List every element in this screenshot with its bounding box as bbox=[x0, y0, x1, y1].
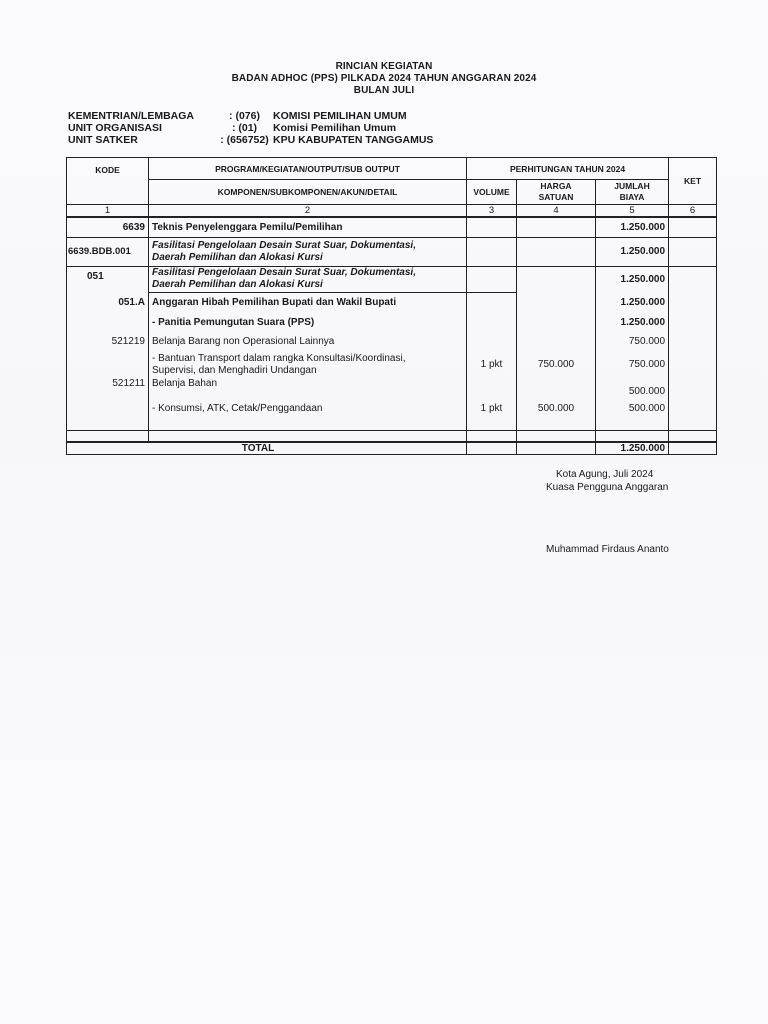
row-kode: 6639 bbox=[67, 217, 149, 237]
table-header-row bbox=[67, 158, 717, 180]
header-program: PROGRAM/KEGIATAN/OUTPUT/SUB OUTPUT bbox=[149, 158, 467, 180]
table-row bbox=[67, 217, 717, 237]
colnum-5: 5 bbox=[596, 205, 669, 218]
table-subheader-row bbox=[67, 180, 717, 205]
row-kode: 521211 bbox=[67, 378, 149, 397]
table-row-empty bbox=[67, 419, 717, 430]
header-kode: KODE bbox=[67, 158, 149, 205]
table-row bbox=[67, 397, 717, 419]
row-volume: 1 pkt bbox=[467, 351, 517, 378]
colnum-1: 1 bbox=[67, 205, 149, 218]
row-desc: Belanja Bahan bbox=[149, 378, 467, 397]
table-row bbox=[67, 266, 717, 292]
doc-title: RINCIAN KEGIATAN bbox=[335, 61, 433, 72]
row-kode: 051 bbox=[67, 266, 149, 292]
table-row bbox=[67, 292, 717, 312]
row-jumlah: 1.250.000 bbox=[596, 312, 669, 332]
header-komponen: KOMPONEN/SUBKOMPONEN/AKUN/DETAIL bbox=[149, 180, 467, 205]
row-kode: 521219 bbox=[67, 332, 149, 351]
header-perhitungan: PERHITUNGAN TAHUN 2024 bbox=[467, 158, 669, 180]
row-desc: Anggaran Hibah Pemilihan Bupati dan Wakil Bupati bbox=[149, 292, 467, 312]
doc-period: BULAN JULI bbox=[353, 85, 415, 96]
row-jumlah: 1.250.000 bbox=[596, 217, 669, 237]
signature-name: Muhammad Firdaus Ananto bbox=[546, 544, 669, 555]
colnum-3: 3 bbox=[467, 205, 517, 218]
row-jumlah: 500.000 bbox=[596, 378, 669, 397]
header-harga-satuan: HARGA SATUAN bbox=[517, 180, 596, 205]
total-label: TOTAL bbox=[67, 442, 467, 455]
meta-unit-satker: UNIT SATKER : (656752) KPU KABUPATEN TANGGAMUS bbox=[68, 134, 434, 146]
row-kode: 6639.BDB.001 bbox=[67, 237, 149, 266]
row-kode: 051.A bbox=[67, 292, 149, 312]
row-harga: 500.000 bbox=[517, 397, 596, 419]
doc-subtitle: BADAN ADHOC (PPS) PILKADA 2024 TAHUN ANGGARAN 2024 bbox=[231, 73, 537, 84]
signature-role: Kuasa Pengguna Anggaran bbox=[546, 482, 669, 493]
total-row bbox=[67, 442, 717, 455]
table-row-empty bbox=[67, 430, 717, 442]
header-jumlah-biaya: JUMLAH BIAYA bbox=[596, 180, 669, 205]
meta-kementrian: KEMENTRIAN/LEMBAGA : (076) KOMISI PEMILIHAN UMUM bbox=[68, 110, 407, 122]
row-jumlah: 1.250.000 bbox=[596, 237, 669, 266]
table-row bbox=[67, 378, 717, 397]
row-desc: Fasilitasi Pengelolaan Desain Surat Suar, Dokumentasi, Daerah Pemilihan dan Alokasi Kursi bbox=[149, 266, 467, 292]
row-volume: 1 pkt bbox=[467, 397, 517, 419]
table-row bbox=[67, 332, 717, 351]
row-desc: - Panitia Pemungutan Suara (PPS) bbox=[149, 312, 467, 332]
table-row bbox=[67, 237, 717, 266]
table-row bbox=[67, 312, 717, 332]
row-jumlah: 500.000 bbox=[596, 397, 669, 419]
row-jumlah: 1.250.000 bbox=[596, 266, 669, 292]
header-volume: VOLUME bbox=[467, 180, 517, 205]
colnum-6: 6 bbox=[669, 205, 717, 218]
row-desc: - Bantuan Transport dalam rangka Konsultasi/Koordinasi, Supervisi, dan Menghadiri Undangan bbox=[149, 351, 467, 378]
total-value: 1.250.000 bbox=[596, 442, 669, 455]
row-jumlah: 1.250.000 bbox=[596, 292, 669, 312]
header-ket: KET bbox=[669, 158, 717, 205]
row-jumlah: 750.000 bbox=[596, 332, 669, 351]
row-jumlah: 750.000 bbox=[596, 351, 669, 378]
budget-table bbox=[66, 157, 717, 455]
row-desc: Belanja Barang non Operasional Lainnya bbox=[149, 332, 467, 351]
colnum-2: 2 bbox=[149, 205, 467, 218]
column-number-row bbox=[67, 205, 717, 218]
row-desc: - Konsumsi, ATK, Cetak/Penggandaan bbox=[149, 397, 467, 419]
meta-unit-organisasi: UNIT ORGANISASI : (01) Komisi Pemilihan Umum bbox=[68, 122, 397, 134]
signature-place-date: Kota Agung, Juli 2024 bbox=[556, 469, 654, 480]
table-row bbox=[67, 351, 717, 378]
row-harga: 750.000 bbox=[517, 351, 596, 378]
row-desc: Teknis Penyelenggara Pemilu/Pemilihan bbox=[149, 217, 467, 237]
row-desc: Fasilitasi Pengelolaan Desain Surat Suar, Dokumentasi, Daerah Pemilihan dan Alokasi Kursi bbox=[149, 237, 467, 266]
colnum-4: 4 bbox=[517, 205, 596, 218]
